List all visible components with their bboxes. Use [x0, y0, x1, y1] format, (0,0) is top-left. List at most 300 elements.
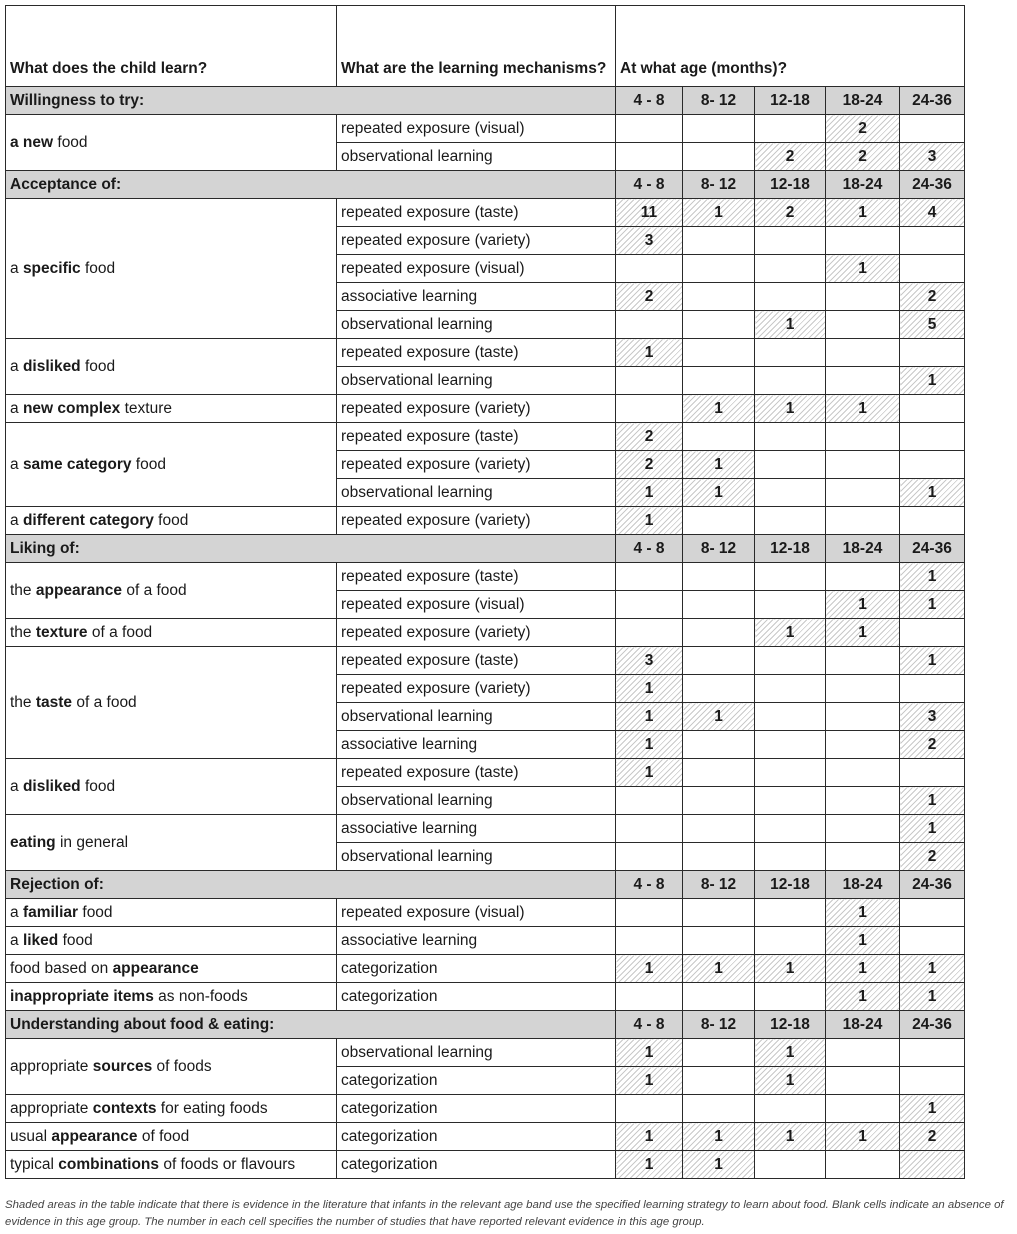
- evidence-count-cell: [900, 115, 965, 143]
- evidence-count-cell: 1: [755, 1123, 826, 1151]
- evidence-count-cell: [755, 339, 826, 367]
- evidence-count-cell: 2: [900, 1123, 965, 1151]
- header-age: At what age (months)?: [616, 6, 965, 87]
- evidence-count-cell: 5: [900, 311, 965, 339]
- evidence-count-cell: [683, 339, 755, 367]
- mechanism-cell: categorization: [337, 1123, 616, 1151]
- table-row: [6, 759, 965, 787]
- evidence-count-cell: 1: [755, 395, 826, 423]
- evidence-count-cell: [900, 255, 965, 283]
- evidence-count-cell: 2: [616, 283, 683, 311]
- age-band-header: 24-36: [900, 87, 965, 115]
- evidence-count-cell: [755, 451, 826, 479]
- evidence-count-cell: [826, 423, 900, 451]
- evidence-count-cell: [900, 1067, 965, 1095]
- table-caption: Shaded areas in the table indicate that there is evidence in the literature that infants in the relevant age band use the specified learning strategy to learn about food. Blank cells indicate an absence of evidence in this age group. The number in each cell specifies the number of studies that have reported relevant evidence in this age group.: [5, 1199, 1004, 1228]
- evidence-count-cell: [683, 647, 755, 675]
- evidence-count-cell: [755, 759, 826, 787]
- mechanism-cell: observational learning: [337, 143, 616, 171]
- age-band-header: 18-24: [826, 171, 900, 199]
- evidence-count-cell: [900, 675, 965, 703]
- table-row: [6, 395, 965, 423]
- evidence-count-cell: [900, 759, 965, 787]
- evidence-count-cell: 1: [826, 395, 900, 423]
- evidence-count-cell: 1: [683, 451, 755, 479]
- mechanism-cell: observational learning: [337, 311, 616, 339]
- mechanism-cell: categorization: [337, 1095, 616, 1123]
- behaviour-pre: the: [10, 693, 36, 711]
- section-row: [6, 87, 965, 115]
- behaviour-pre: a: [10, 357, 23, 375]
- behaviour-post: food: [80, 777, 116, 795]
- behaviour-keyword: liked: [22, 931, 59, 949]
- behaviour-pre: the: [10, 623, 36, 641]
- behaviour-keyword: inappropriate items: [10, 987, 154, 1005]
- behaviour-cell: [6, 395, 337, 423]
- behaviour-cell: [6, 115, 337, 171]
- evidence-count-cell: 1: [616, 1123, 683, 1151]
- age-band-header: 8- 12: [683, 171, 755, 199]
- behaviour-post: for eating foods: [156, 1099, 268, 1117]
- evidence-count-cell: 1: [616, 1067, 683, 1095]
- evidence-count-cell: [683, 787, 755, 815]
- evidence-count-cell: [900, 927, 965, 955]
- behaviour-cell: [6, 199, 337, 339]
- evidence-count-cell: [616, 395, 683, 423]
- evidence-count-cell: [826, 843, 900, 871]
- behaviour-keyword: disliked: [22, 777, 81, 795]
- age-band-header: 4 - 8: [616, 535, 683, 563]
- evidence-count-cell: [755, 787, 826, 815]
- age-band-header: 24-36: [900, 171, 965, 199]
- evidence-count-cell: [755, 115, 826, 143]
- behaviour-post: food: [80, 259, 116, 277]
- age-band-header: 8- 12: [683, 871, 755, 899]
- evidence-count-cell: 1: [826, 199, 900, 227]
- mechanism-cell: repeated exposure (variety): [337, 451, 616, 479]
- table-row: [6, 563, 965, 591]
- evidence-count-cell: [683, 507, 755, 535]
- evidence-count-cell: [755, 675, 826, 703]
- evidence-count-cell: 2: [755, 143, 826, 171]
- evidence-count-cell: [683, 143, 755, 171]
- evidence-count-cell: [683, 255, 755, 283]
- behaviour-post: of food: [137, 1127, 190, 1145]
- mechanism-cell: categorization: [337, 955, 616, 983]
- table-row: [6, 507, 965, 535]
- evidence-count-cell: [826, 759, 900, 787]
- evidence-count-cell: [755, 815, 826, 843]
- age-band-header: 24-36: [900, 1011, 965, 1039]
- evidence-count-cell: 1: [616, 731, 683, 759]
- evidence-count-cell: [616, 255, 683, 283]
- evidence-count-cell: [900, 899, 965, 927]
- behaviour-keyword: a new: [10, 133, 54, 151]
- section-title: Acceptance of:: [6, 171, 616, 199]
- evidence-count-cell: 1: [900, 815, 965, 843]
- evidence-count-cell: 2: [900, 731, 965, 759]
- evidence-count-cell: 1: [900, 787, 965, 815]
- age-band-header: 12-18: [755, 535, 826, 563]
- evidence-count-cell: 1: [900, 563, 965, 591]
- evidence-count-cell: 3: [616, 227, 683, 255]
- age-band-header: 18-24: [826, 87, 900, 115]
- evidence-count-cell: [683, 1067, 755, 1095]
- evidence-count-cell: [755, 1151, 826, 1179]
- behaviour-post: as non-foods: [153, 987, 248, 1005]
- section-row: [6, 171, 965, 199]
- behaviour-keyword: familiar: [22, 903, 79, 921]
- evidence-count-cell: 1: [900, 367, 965, 395]
- table-row: [6, 1095, 965, 1123]
- behaviour-keyword: new complex: [22, 399, 121, 417]
- evidence-count-cell: [616, 787, 683, 815]
- behaviour-keyword: same category: [22, 455, 132, 473]
- section-row: [6, 871, 965, 899]
- evidence-count-cell: 1: [616, 479, 683, 507]
- mechanism-cell: observational learning: [337, 843, 616, 871]
- section-title: Liking of:: [6, 535, 616, 563]
- evidence-count-cell: 1: [755, 1067, 826, 1095]
- behaviour-cell: [6, 647, 337, 759]
- evidence-count-cell: [755, 703, 826, 731]
- header-mechanism: What are the learning mechanisms?: [337, 6, 616, 87]
- evidence-count-cell: 1: [755, 311, 826, 339]
- evidence-count-cell: 11: [616, 199, 683, 227]
- mechanism-cell: associative learning: [337, 731, 616, 759]
- mechanism-cell: categorization: [337, 1151, 616, 1179]
- mechanism-cell: repeated exposure (visual): [337, 899, 616, 927]
- evidence-count-cell: 1: [616, 675, 683, 703]
- evidence-count-cell: [616, 927, 683, 955]
- behaviour-post: of a food: [72, 693, 137, 711]
- evidence-count-cell: 1: [683, 1151, 755, 1179]
- age-band-header: 4 - 8: [616, 87, 683, 115]
- evidence-count-cell: 2: [900, 283, 965, 311]
- evidence-count-cell: [683, 843, 755, 871]
- evidence-count-cell: [683, 619, 755, 647]
- behaviour-pre: a: [10, 511, 23, 529]
- mechanism-cell: observational learning: [337, 787, 616, 815]
- age-band-header: 12-18: [755, 871, 826, 899]
- evidence-count-cell: [826, 339, 900, 367]
- evidence-count-cell: 1: [755, 619, 826, 647]
- evidence-count-cell: 1: [616, 339, 683, 367]
- evidence-count-cell: [616, 983, 683, 1011]
- evidence-count-cell: [683, 367, 755, 395]
- header-behaviour: What does the child learn?: [6, 6, 337, 87]
- evidence-count-cell: 2: [826, 115, 900, 143]
- evidence-count-cell: [826, 507, 900, 535]
- evidence-count-cell: [900, 1039, 965, 1067]
- age-band-header: 4 - 8: [616, 871, 683, 899]
- evidence-count-cell: [826, 1067, 900, 1095]
- behaviour-post: food: [78, 903, 113, 921]
- evidence-count-cell: 1: [826, 983, 900, 1011]
- behaviour-cell: [6, 927, 337, 955]
- behaviour-keyword: disliked: [22, 357, 81, 375]
- evidence-count-cell: [616, 899, 683, 927]
- evidence-count-cell: 1: [900, 955, 965, 983]
- evidence-count-cell: [900, 227, 965, 255]
- evidence-count-cell: 2: [616, 451, 683, 479]
- evidence-count-cell: 1: [683, 479, 755, 507]
- evidence-count-cell: [826, 647, 900, 675]
- evidence-count-cell: [616, 143, 683, 171]
- evidence-count-cell: 1: [616, 759, 683, 787]
- evidence-count-cell: [616, 563, 683, 591]
- behaviour-keyword: eating: [10, 833, 56, 851]
- evidence-count-cell: 1: [826, 955, 900, 983]
- evidence-count-cell: [755, 591, 826, 619]
- behaviour-cell: [6, 1151, 337, 1179]
- evidence-count-cell: 1: [616, 955, 683, 983]
- evidence-count-cell: [900, 423, 965, 451]
- behaviour-pre: a: [10, 399, 23, 417]
- age-band-header: 12-18: [755, 171, 826, 199]
- behaviour-keyword: texture: [35, 623, 88, 641]
- behaviour-cell: [6, 815, 337, 871]
- behaviour-keyword: specific: [22, 259, 81, 277]
- evidence-count-cell: [683, 591, 755, 619]
- age-band-header: 18-24: [826, 535, 900, 563]
- table-row: [6, 1151, 965, 1179]
- behaviour-pre: usual: [10, 1127, 52, 1145]
- section-title: Rejection of:: [6, 871, 616, 899]
- evidence-count-cell: 1: [616, 1151, 683, 1179]
- evidence-count-cell: [683, 927, 755, 955]
- mechanism-cell: associative learning: [337, 927, 616, 955]
- behaviour-pre: a: [10, 903, 23, 921]
- mechanism-cell: observational learning: [337, 1039, 616, 1067]
- behaviour-pre: typical: [10, 1155, 59, 1173]
- evidence-count-cell: 1: [826, 619, 900, 647]
- evidence-count-cell: [616, 1095, 683, 1123]
- age-band-header: 8- 12: [683, 535, 755, 563]
- behaviour-cell: [6, 339, 337, 395]
- evidence-count-cell: [683, 983, 755, 1011]
- behaviour-post: of a food: [122, 581, 187, 599]
- behaviour-post: in general: [55, 833, 129, 851]
- behaviour-post: texture: [120, 399, 172, 417]
- mechanism-cell: repeated exposure (taste): [337, 759, 616, 787]
- behaviour-post: food: [80, 357, 116, 375]
- evidence-count-cell: [683, 759, 755, 787]
- evidence-count-cell: 1: [826, 927, 900, 955]
- table-row: [6, 955, 965, 983]
- mechanism-cell: repeated exposure (variety): [337, 507, 616, 535]
- behaviour-post: of foods: [152, 1057, 212, 1075]
- behaviour-pre: food based on: [10, 959, 113, 977]
- section-title: Understanding about food & eating:: [6, 1011, 616, 1039]
- evidence-count-cell: [683, 563, 755, 591]
- mechanism-cell: observational learning: [337, 703, 616, 731]
- behaviour-pre: the: [10, 581, 36, 599]
- section-row: [6, 535, 965, 563]
- behaviour-post: food: [53, 133, 88, 151]
- evidence-count-cell: [755, 479, 826, 507]
- evidence-count-cell: [755, 227, 826, 255]
- evidence-count-cell: 1: [683, 703, 755, 731]
- behaviour-keyword: appearance: [51, 1127, 138, 1145]
- evidence-count-cell: 1: [616, 703, 683, 731]
- evidence-count-cell: 1: [826, 591, 900, 619]
- evidence-count-cell: [683, 1039, 755, 1067]
- evidence-count-cell: [826, 311, 900, 339]
- behaviour-keyword: appearance: [112, 959, 199, 977]
- evidence-count-cell: [826, 731, 900, 759]
- mechanism-cell: repeated exposure (variety): [337, 675, 616, 703]
- evidence-count-cell: [900, 395, 965, 423]
- evidence-count-cell: [755, 1095, 826, 1123]
- evidence-count-cell: [826, 563, 900, 591]
- evidence-count-cell: 3: [900, 143, 965, 171]
- behaviour-keyword: appearance: [35, 581, 123, 599]
- behaviour-post: food: [153, 511, 189, 529]
- evidence-count-cell: [683, 1095, 755, 1123]
- behaviour-cell: [6, 507, 337, 535]
- evidence-count-cell: 2: [616, 423, 683, 451]
- behaviour-keyword: different category: [22, 511, 154, 529]
- behaviour-pre: appropriate: [10, 1057, 93, 1075]
- evidence-count-cell: 1: [900, 1095, 965, 1123]
- behaviour-cell: [6, 619, 337, 647]
- evidence-count-cell: 1: [900, 591, 965, 619]
- evidence-count-cell: [826, 479, 900, 507]
- evidence-count-cell: [683, 731, 755, 759]
- behaviour-keyword: taste: [35, 693, 73, 711]
- mechanism-cell: associative learning: [337, 283, 616, 311]
- evidence-count-cell: [683, 115, 755, 143]
- evidence-count-cell: [616, 115, 683, 143]
- evidence-count-cell: [755, 843, 826, 871]
- behaviour-keyword: combinations: [58, 1155, 160, 1173]
- mechanism-cell: repeated exposure (taste): [337, 563, 616, 591]
- section-row: [6, 1011, 965, 1039]
- evidence-count-cell: 1: [683, 1123, 755, 1151]
- mechanism-cell: categorization: [337, 983, 616, 1011]
- evidence-count-cell: 1: [826, 1123, 900, 1151]
- mechanism-cell: repeated exposure (visual): [337, 115, 616, 143]
- behaviour-pre: a: [10, 455, 23, 473]
- evidence-count-cell: [826, 703, 900, 731]
- evidence-count-cell: [826, 1095, 900, 1123]
- mechanism-cell: repeated exposure (taste): [337, 423, 616, 451]
- evidence-count-cell: 1: [755, 1039, 826, 1067]
- evidence-count-cell: [755, 255, 826, 283]
- evidence-count-cell: [900, 1151, 965, 1179]
- mechanism-cell: repeated exposure (taste): [337, 339, 616, 367]
- evidence-count-cell: [616, 591, 683, 619]
- evidence-count-cell: [755, 647, 826, 675]
- evidence-count-cell: [755, 563, 826, 591]
- evidence-count-cell: 3: [616, 647, 683, 675]
- mechanism-cell: repeated exposure (visual): [337, 255, 616, 283]
- age-band-header: 4 - 8: [616, 171, 683, 199]
- behaviour-pre: a: [10, 259, 23, 277]
- evidence-count-cell: 2: [900, 843, 965, 871]
- evidence-count-cell: [755, 927, 826, 955]
- evidence-count-cell: [826, 1151, 900, 1179]
- evidence-count-cell: 1: [755, 955, 826, 983]
- table-row: [6, 899, 965, 927]
- evidence-count-cell: 1: [900, 479, 965, 507]
- behaviour-cell: [6, 563, 337, 619]
- evidence-count-cell: [826, 675, 900, 703]
- age-band-header: 12-18: [755, 1011, 826, 1039]
- age-band-header: 8- 12: [683, 87, 755, 115]
- evidence-count-cell: [826, 1039, 900, 1067]
- evidence-count-cell: [683, 675, 755, 703]
- evidence-count-cell: [616, 815, 683, 843]
- evidence-count-cell: [826, 451, 900, 479]
- table-row: [6, 815, 965, 843]
- evidence-count-cell: [683, 227, 755, 255]
- evidence-count-cell: [755, 423, 826, 451]
- mechanism-cell: observational learning: [337, 479, 616, 507]
- table-row: [6, 983, 965, 1011]
- age-band-header: 8- 12: [683, 1011, 755, 1039]
- behaviour-cell: [6, 1123, 337, 1151]
- evidence-count-cell: [826, 283, 900, 311]
- table-row: [6, 199, 965, 227]
- evidence-count-cell: 1: [900, 647, 965, 675]
- evidence-count-cell: [616, 367, 683, 395]
- evidence-count-cell: [826, 227, 900, 255]
- evidence-count-cell: [755, 367, 826, 395]
- mechanism-cell: repeated exposure (taste): [337, 199, 616, 227]
- mechanism-cell: repeated exposure (visual): [337, 591, 616, 619]
- evidence-count-cell: [900, 507, 965, 535]
- behaviour-post: food: [131, 455, 166, 473]
- table-row: [6, 423, 965, 451]
- table-row: [6, 619, 965, 647]
- table-row: [6, 647, 965, 675]
- evidence-count-cell: 2: [755, 199, 826, 227]
- evidence-count-cell: [755, 507, 826, 535]
- evidence-count-cell: [755, 899, 826, 927]
- evidence-count-cell: 1: [826, 255, 900, 283]
- mechanism-cell: repeated exposure (variety): [337, 227, 616, 255]
- age-band-header: 24-36: [900, 535, 965, 563]
- behaviour-post: food: [58, 931, 93, 949]
- behaviour-cell: [6, 983, 337, 1011]
- evidence-count-cell: [826, 367, 900, 395]
- mechanism-cell: associative learning: [337, 815, 616, 843]
- evidence-count-cell: 1: [900, 983, 965, 1011]
- evidence-count-cell: [616, 843, 683, 871]
- evidence-count-cell: [683, 899, 755, 927]
- evidence-count-cell: 1: [683, 955, 755, 983]
- section-title: Willingness to try:: [6, 87, 616, 115]
- evidence-count-cell: [616, 619, 683, 647]
- evidence-count-cell: [755, 283, 826, 311]
- evidence-count-cell: 1: [826, 899, 900, 927]
- behaviour-pre: a: [10, 931, 23, 949]
- behaviour-cell: [6, 759, 337, 815]
- table-row: [6, 1123, 965, 1151]
- mechanism-cell: observational learning: [337, 367, 616, 395]
- behaviour-cell: [6, 1095, 337, 1123]
- evidence-count-cell: [683, 815, 755, 843]
- behaviour-cell: [6, 899, 337, 927]
- table-row: [6, 1039, 965, 1067]
- table-row: [6, 115, 965, 143]
- evidence-count-cell: [900, 451, 965, 479]
- evidence-count-cell: [683, 311, 755, 339]
- evidence-count-cell: [755, 983, 826, 1011]
- evidence-count-cell: 1: [616, 507, 683, 535]
